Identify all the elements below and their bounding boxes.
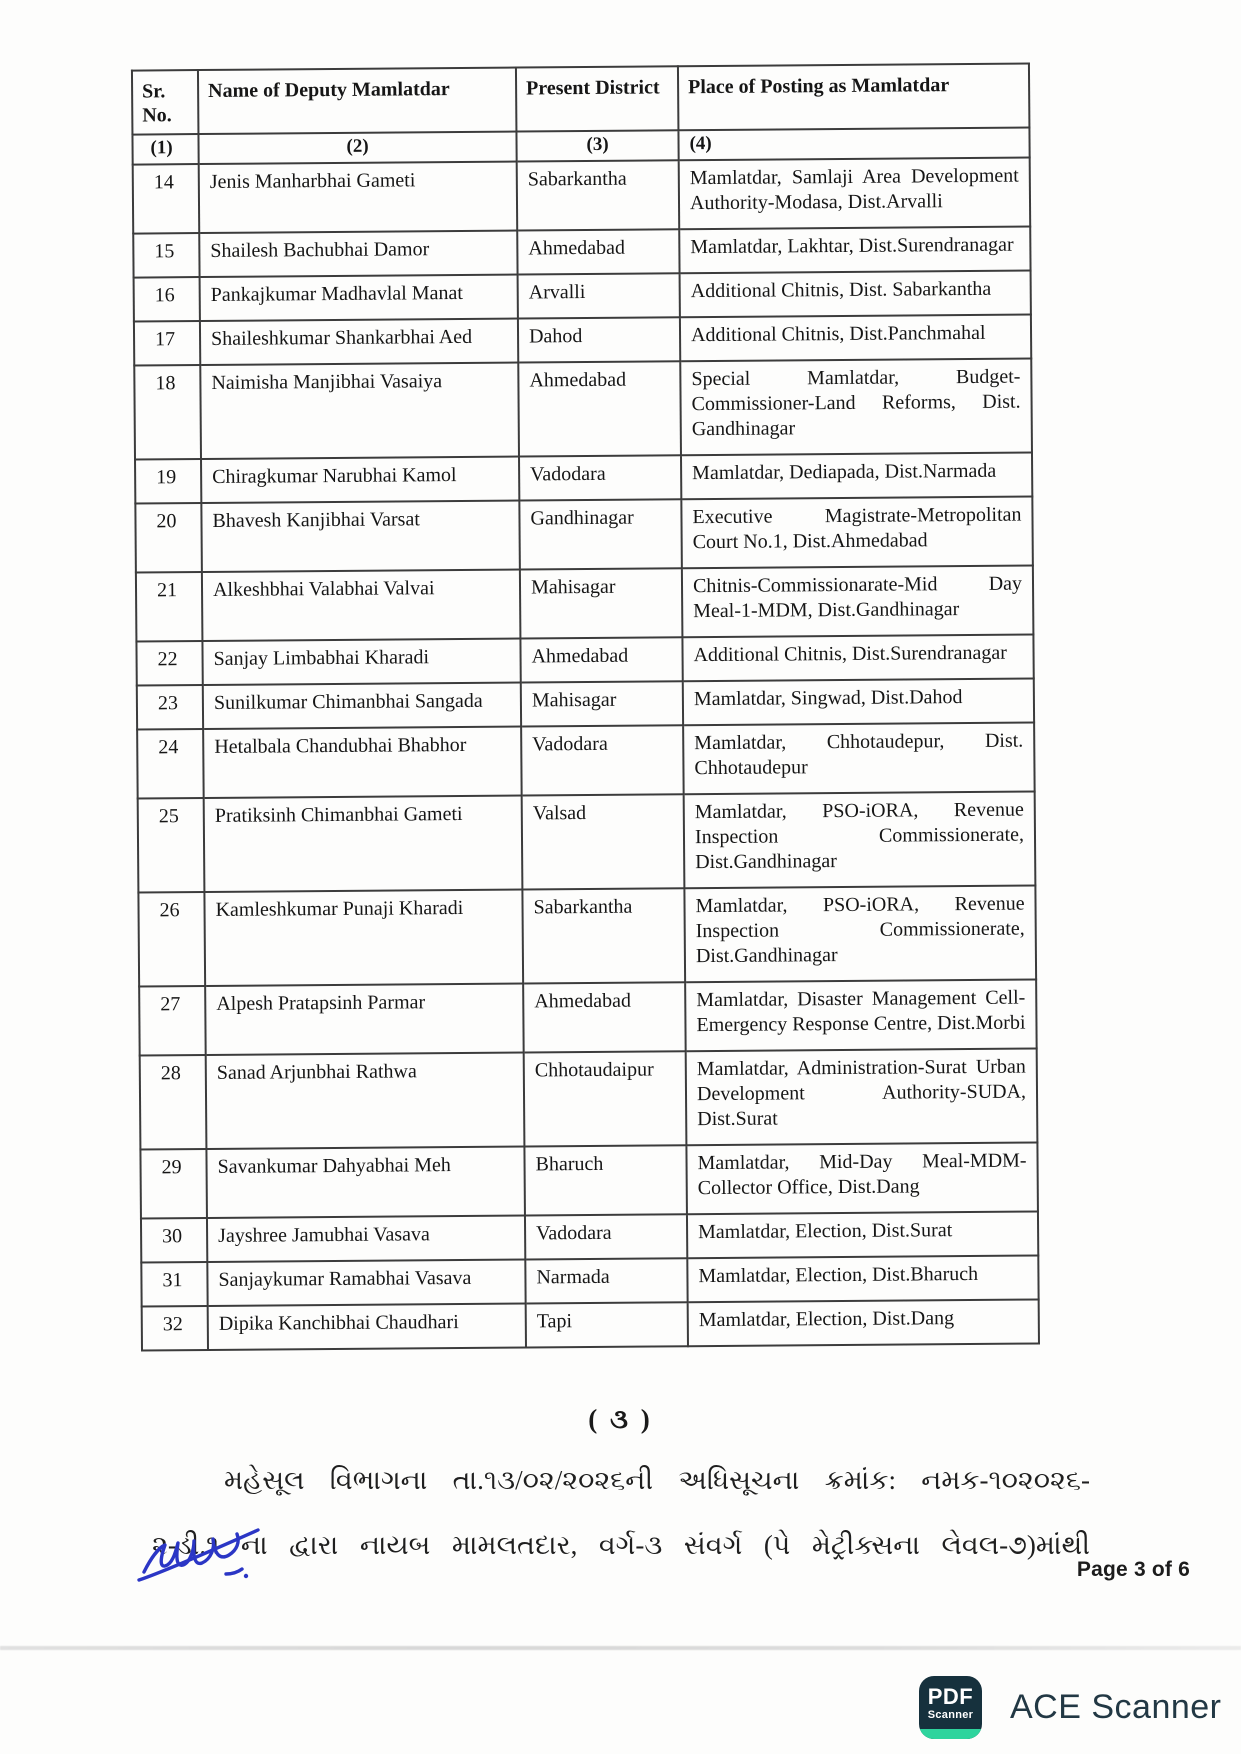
- header-present-district: Present District: [516, 66, 678, 131]
- gujarati-notice-line-2: ૨-ડી.૧ ના દ્વારા નાયબ મામલતદાર, વર્ગ-૩ સંવર્ગ (પે મેટ્રીક્સના લેવલ-૭)માંથી: [152, 1530, 1090, 1560]
- logo-text-pdf: PDF: [927, 1684, 974, 1709]
- cell-present-district: Sabarkantha: [522, 888, 685, 983]
- table-row: [134, 271, 1031, 322]
- cell-posting-place: Additional Chitnis, Dist.Surendranagar: [682, 634, 1033, 681]
- cell-posting-place: Mamlatdar, Disaster Management Cell-Emergency Response Centre, Dist.Morbi: [685, 979, 1037, 1051]
- cell-present-district: Sabarkantha: [517, 160, 680, 230]
- cell-posting-place: Mamlatdar, PSO-iORA, Revenue Inspection Commissionerate, Dist.Gandhinagar: [684, 791, 1036, 888]
- cell-sr-no: 22: [136, 641, 202, 686]
- cell-sr-no: 27: [139, 986, 206, 1056]
- cell-present-district: Valsad: [522, 794, 685, 889]
- cell-present-district: Gandhinagar: [519, 499, 682, 569]
- cell-present-district: Dahod: [518, 317, 680, 362]
- cell-sr-no: 25: [138, 798, 205, 893]
- cell-sr-no: 30: [141, 1218, 207, 1263]
- cell-sr-no: 31: [141, 1262, 207, 1307]
- table-row: [141, 1255, 1038, 1306]
- handwritten-signature: [134, 1518, 266, 1590]
- cell-sr-no: 16: [134, 277, 200, 322]
- cell-deputy-name: Jayshree Jamubhai Vasava: [207, 1216, 525, 1262]
- cell-sr-no: 19: [135, 459, 201, 504]
- cell-posting-place: Mamlatdar, Election, Dist.Bharuch: [687, 1255, 1038, 1302]
- deputy-mamlatdar-posting-table: [131, 63, 1040, 1352]
- column-number-1: (1): [132, 134, 198, 165]
- cell-deputy-name: Naimisha Manjibhai Vasaiya: [200, 363, 519, 459]
- cell-present-district: Vadodara: [519, 455, 681, 500]
- table-body: [133, 158, 1039, 1351]
- cell-deputy-name: Chiragkumar Narubhai Kamol: [201, 457, 519, 503]
- table-row: [135, 453, 1032, 504]
- column-number-2: (2): [198, 132, 516, 164]
- cell-deputy-name: Kamleshkumar Punaji Kharadi: [204, 890, 523, 986]
- cell-present-district: Arvalli: [518, 273, 680, 318]
- column-number-4: (4): [678, 128, 1029, 161]
- cell-sr-no: 14: [133, 164, 200, 234]
- cell-present-district: Chhotaudaipur: [524, 1051, 687, 1146]
- cell-posting-place: Mamlatdar, Dediapada, Dist.Narmada: [681, 453, 1032, 500]
- cell-posting-place: Additional Chitnis, Dist.Panchmahal: [680, 315, 1031, 362]
- table-row: [137, 678, 1034, 729]
- header-posting-place: Place of Posting as Mamlatdar: [678, 64, 1029, 131]
- cell-posting-place: Mamlatdar, Singwad, Dist.Dahod: [683, 678, 1034, 725]
- cell-posting-place: Mamlatdar, Samlaji Area Development Authority-Modasa, Dist.Arvalli: [679, 158, 1031, 230]
- cell-sr-no: 29: [140, 1149, 207, 1219]
- cell-present-district: Ahmedabad: [520, 637, 682, 682]
- cell-sr-no: 24: [137, 729, 204, 799]
- table-row: [136, 634, 1033, 685]
- cell-sr-no: 21: [136, 572, 203, 642]
- scan-page-edge: [0, 1646, 1241, 1650]
- table-row: [140, 1142, 1038, 1218]
- cell-posting-place: Mamlatdar, Election, Dist.Surat: [687, 1211, 1038, 1258]
- cell-deputy-name: Shaileshkumar Shankarbhai Aed: [200, 319, 518, 365]
- cell-deputy-name: Jenis Manharbhai Gameti: [199, 162, 518, 233]
- table-row: [137, 722, 1035, 798]
- cell-posting-place: Special Mamlatdar, Budget-Commissioner-Land Reforms, Dist. Gandhinagar: [680, 359, 1032, 456]
- cell-present-district: Vadodara: [521, 725, 684, 795]
- pdf-scanner-logo-icon: [919, 1676, 982, 1739]
- table-row: [141, 1211, 1038, 1262]
- cell-deputy-name: Pankajkumar Madhavlal Manat: [200, 275, 518, 321]
- cell-present-district: Bharuch: [524, 1145, 687, 1215]
- cell-posting-place: Executive Magistrate-Metropolitan Court No.1, Dist.Ahmedabad: [681, 497, 1033, 569]
- cell-present-district: Vadodara: [525, 1214, 687, 1259]
- table-row: [142, 1299, 1039, 1350]
- cell-deputy-name: Sanad Arjunbhai Rathwa: [206, 1053, 525, 1149]
- section-heading: ( ૩ ): [588, 1404, 653, 1434]
- cell-posting-place: Mamlatdar, Administration-Surat Urban Development Authority-SUDA, Dist.Surat: [686, 1048, 1038, 1145]
- table-row: [140, 1048, 1038, 1149]
- logo-text-scanner: Scanner: [927, 1709, 974, 1721]
- cell-present-district: Ahmedabad: [517, 229, 679, 274]
- table-row: [133, 158, 1031, 234]
- logo-accent-band: [919, 1729, 982, 1739]
- gujarati-notice-paragraph: [152, 1448, 1090, 1578]
- table-row: [135, 497, 1033, 573]
- cell-deputy-name: Pratiksinh Chimanbhai Gameti: [204, 796, 523, 892]
- cell-sr-no: 32: [142, 1306, 208, 1351]
- cell-deputy-name: Shailesh Bachubhai Damor: [199, 231, 517, 277]
- cell-deputy-name: Sanjaykumar Ramabhai Vasava: [207, 1260, 525, 1306]
- page-number-label: Page 3 of 6: [1076, 1558, 1190, 1581]
- table-row: [139, 979, 1037, 1055]
- cell-sr-no: 26: [138, 892, 205, 987]
- cell-present-district: Ahmedabad: [518, 361, 681, 456]
- cell-posting-place: Mamlatdar, Chhotaudepur, Dist. Chhotaudepur: [683, 722, 1035, 794]
- cell-posting-place: Additional Chitnis, Dist. Sabarkantha: [680, 271, 1031, 318]
- cell-sr-no: 17: [134, 321, 200, 366]
- cell-posting-place: Mamlatdar, Election, Dist.Dang: [688, 1299, 1039, 1346]
- column-number-3: (3): [516, 130, 678, 161]
- cell-present-district: Mahisagar: [521, 681, 683, 726]
- cell-deputy-name: Alkeshbhai Valabhai Valvai: [202, 570, 521, 641]
- table-row: [134, 315, 1031, 366]
- cell-deputy-name: Sunilkumar Chimanbhai Sangada: [203, 683, 521, 729]
- cell-sr-no: 20: [135, 503, 202, 573]
- cell-deputy-name: Sanjay Limbabhai Kharadi: [202, 639, 520, 685]
- cell-deputy-name: Alpesh Pratapsinh Parmar: [205, 984, 524, 1055]
- cell-deputy-name: Bhavesh Kanjibhai Varsat: [201, 501, 520, 572]
- gujarati-notice-line-1: મહેસૂલ વિભાગના તા.૧૩/૦૨/૨૦૨૬ની અધિસૂચના ક્રમાંક: નમક-૧૦૨૦૨૬-: [224, 1465, 1090, 1495]
- cell-posting-place: Chitnis-Commissionarate-Mid Day Meal-1-MDM, Dist.Gandhinagar: [682, 566, 1034, 638]
- scanner-watermark: [919, 1676, 1222, 1739]
- header-sr-no: Sr. No.: [132, 70, 199, 135]
- cell-sr-no: 23: [137, 685, 203, 730]
- table-header-row: [132, 64, 1029, 135]
- cell-posting-place: Mamlatdar, Mid-Day Meal-MDM-Collector Office, Dist.Dang: [686, 1142, 1038, 1214]
- table-row: [136, 566, 1034, 642]
- cell-posting-place: Mamlatdar, Lakhtar, Dist.Surendranagar: [679, 227, 1030, 274]
- table-row: [138, 885, 1036, 986]
- table-row: [133, 227, 1030, 278]
- cell-present-district: Ahmedabad: [523, 982, 686, 1052]
- cell-deputy-name: Hetalbala Chandubhai Bhabhor: [203, 727, 522, 798]
- cell-sr-no: 15: [133, 233, 199, 278]
- cell-sr-no: 28: [140, 1055, 207, 1150]
- cell-sr-no: 18: [134, 365, 201, 460]
- cell-present-district: Mahisagar: [520, 568, 683, 638]
- cell-deputy-name: Savankumar Dahyabhai Meh: [206, 1147, 525, 1218]
- table-row: [138, 791, 1036, 892]
- cell-posting-place: Mamlatdar, PSO-iORA, Revenue Inspection Commissionerate, Dist.Gandhinagar: [684, 885, 1036, 982]
- scanner-app-name: ACE Scanner: [1010, 1688, 1222, 1726]
- header-deputy-name: Name of Deputy Mamlatdar: [198, 68, 516, 134]
- cell-present-district: Narmada: [525, 1258, 687, 1303]
- cell-deputy-name: Dipika Kanchibhai Chaudhari: [208, 1304, 526, 1350]
- table-row: [134, 359, 1032, 460]
- cell-present-district: Tapi: [526, 1302, 688, 1347]
